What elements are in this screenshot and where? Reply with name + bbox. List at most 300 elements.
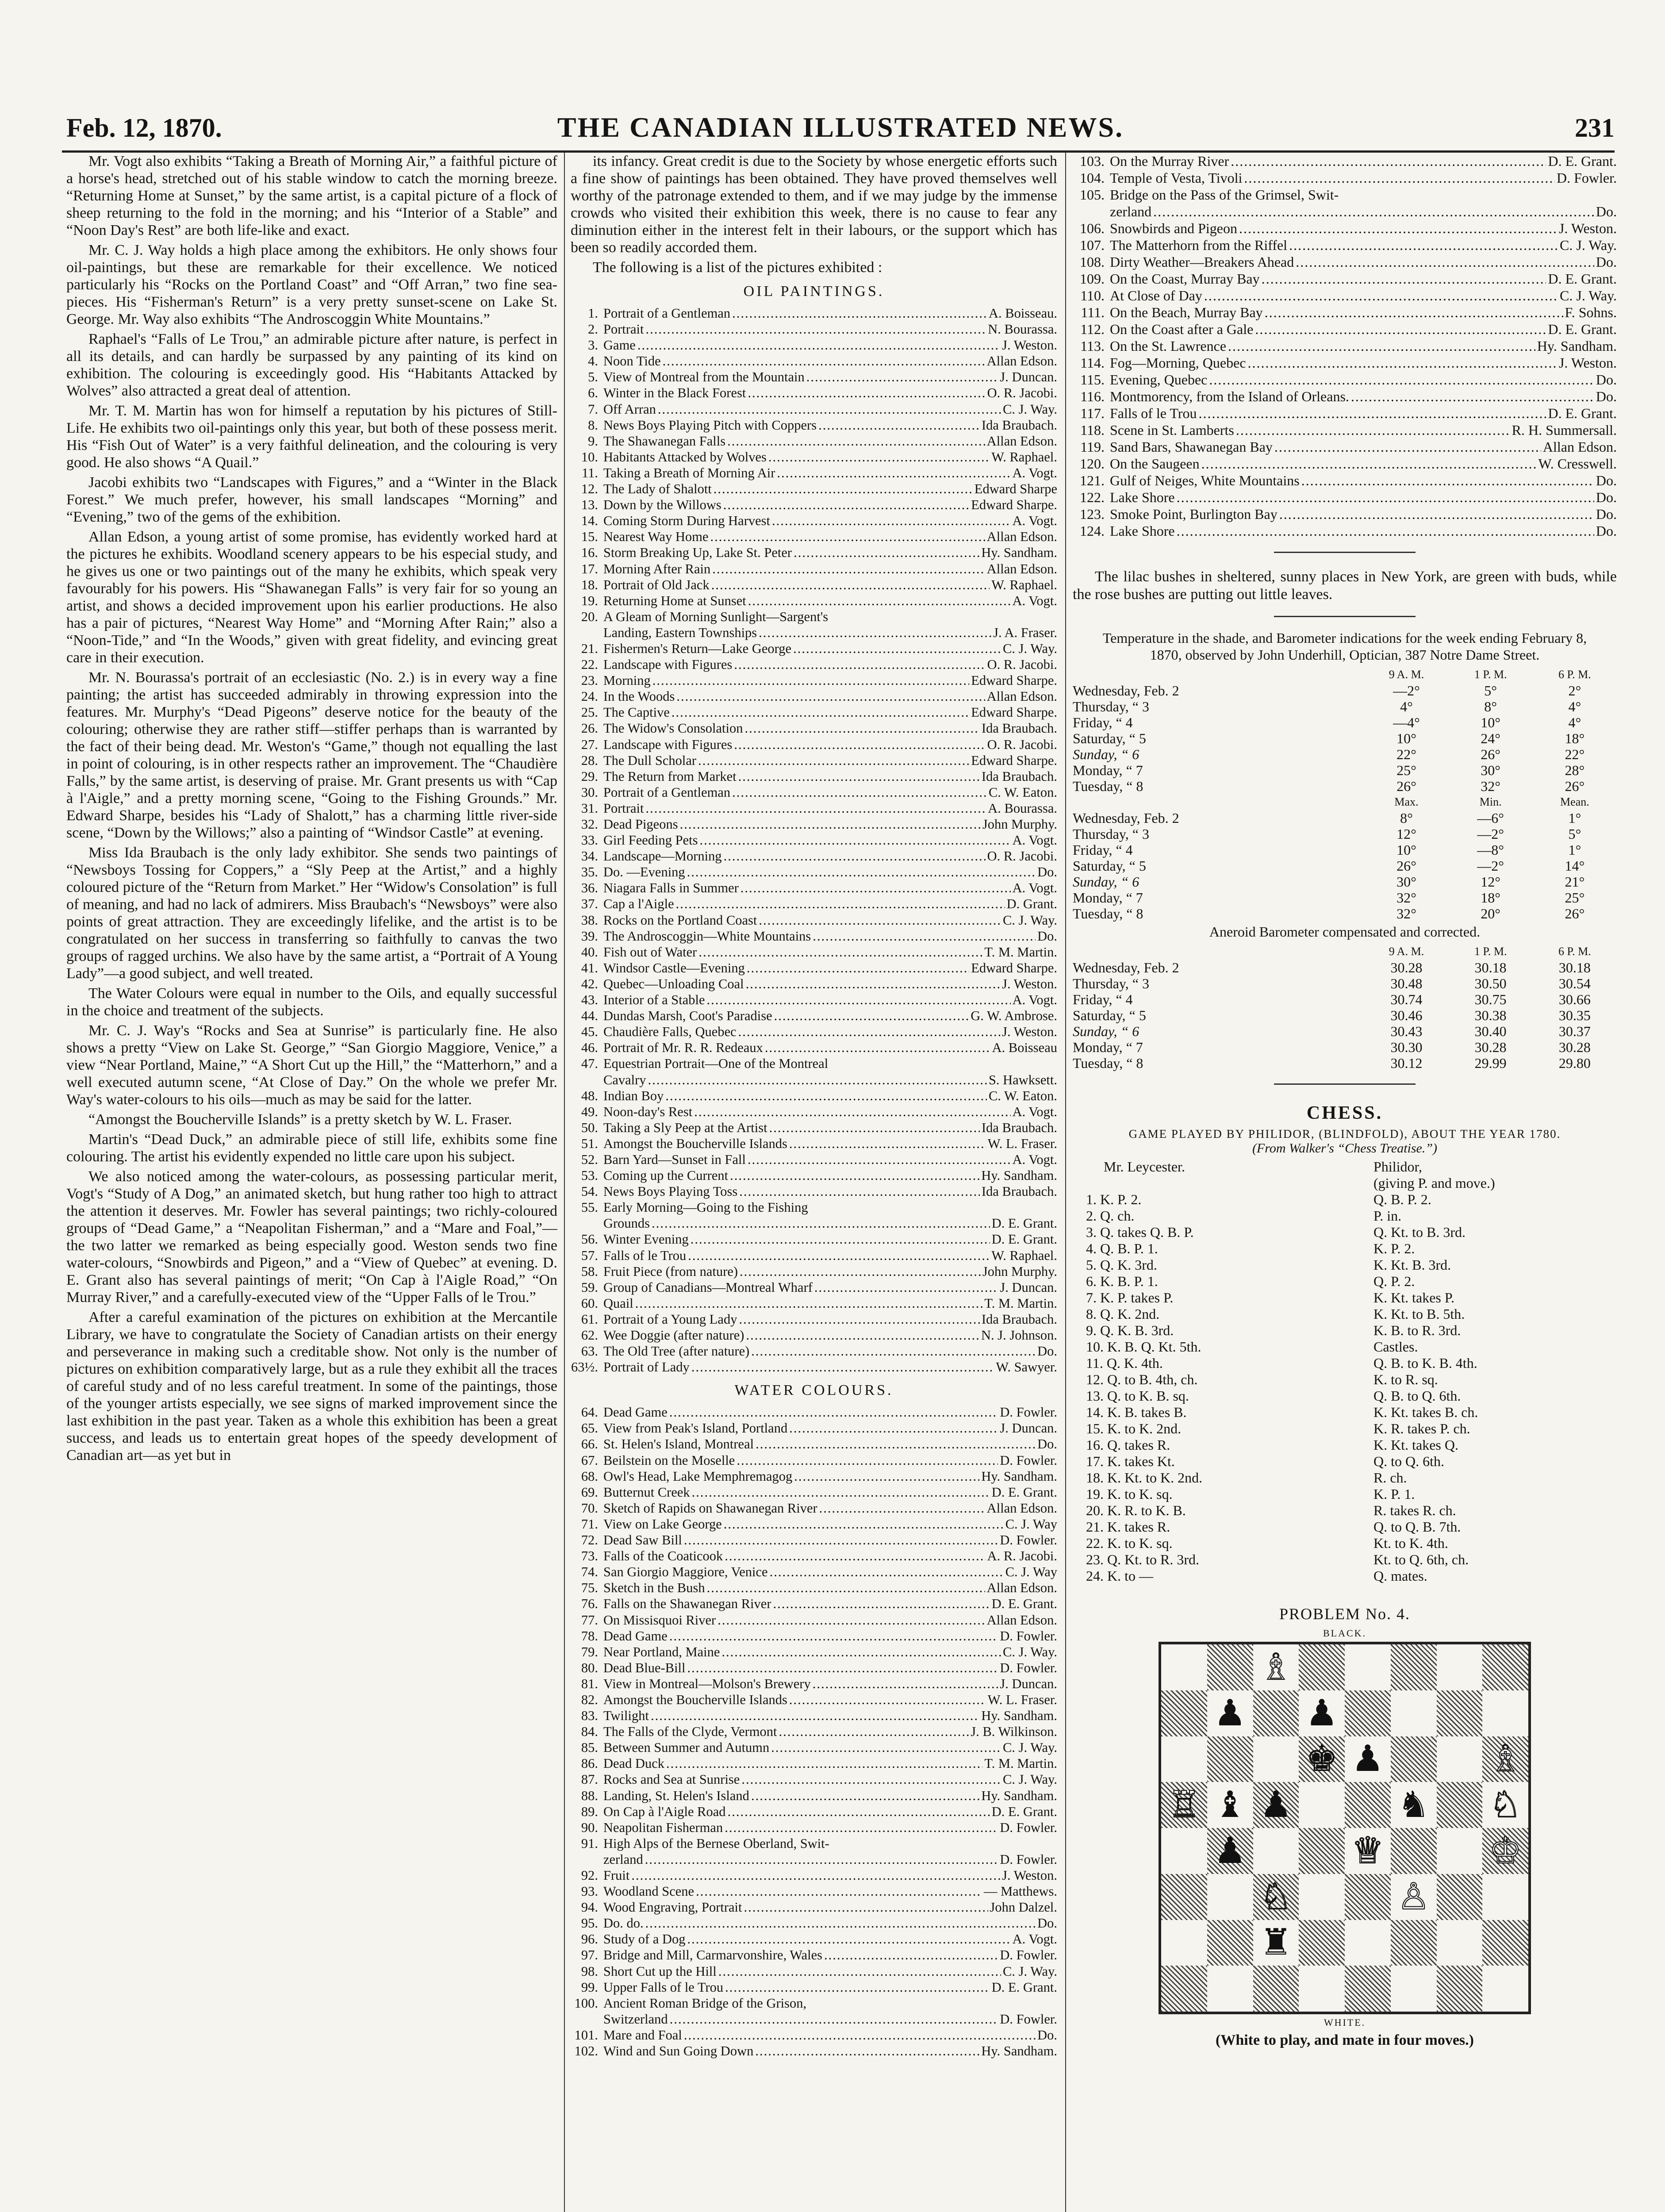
dot-leader (652, 1215, 990, 1231)
entry-artist: A. Vogt. (1012, 593, 1057, 608)
entry-number: 108. (1080, 254, 1105, 270)
paragraph: The following is a list of the pictures exhibited : (593, 259, 882, 276)
dot-leader (759, 625, 991, 641)
dot-leader (680, 816, 981, 832)
dot-leader (698, 944, 982, 960)
entry-artist: Ida Braubach. (981, 768, 1057, 784)
entry-number: 72. (581, 1532, 598, 1548)
entry-artist: Hy. Sandham. (981, 1788, 1057, 1803)
entry-title: The Shawanegan Falls (603, 433, 726, 449)
board-square (1437, 1828, 1483, 1874)
entry-number: 35. (581, 864, 598, 880)
entry-title: In the Woods (603, 689, 675, 704)
dot-leader (1279, 506, 1594, 522)
entry-artist: J. A. Fraser. (993, 625, 1057, 640)
entry-artist: J. Weston. (1002, 976, 1057, 991)
entry-number: 45. (581, 1024, 598, 1040)
catalogue-entry (571, 1484, 1057, 1500)
paragraph: Jacobi exhibits two “Landscapes with Figures,” and a “Winter in the Black Forest.” We much prefer, however, his small landscapes “Morning” and “Evening,” two of the gems of the exhibition. (66, 474, 557, 525)
entry-artist: John Dalzel. (990, 1900, 1057, 1915)
entry-title: Dead Pigeons (603, 817, 678, 832)
entry-number: 124. (1080, 523, 1105, 539)
entry-title: Cavalry (603, 1072, 646, 1087)
entry-title: Amongst the Boucherville Islands (603, 1136, 787, 1151)
table-row (1073, 810, 1617, 826)
dot-leader (727, 433, 985, 449)
entry-artist: C. J. Way. (1003, 401, 1057, 417)
entry-title: On the Saugeen (1110, 456, 1200, 472)
entry-number: 63½. (571, 1359, 598, 1375)
table-row (1073, 991, 1617, 1007)
entry-number: 54. (581, 1184, 598, 1199)
dot-leader (724, 1516, 1004, 1532)
board-square (1161, 1690, 1207, 1736)
dot-leader (676, 688, 985, 704)
table-row (1073, 762, 1617, 778)
board-square (1437, 1782, 1483, 1828)
day-label: Tuesday, “ 8 (1073, 906, 1143, 922)
entry-artist: D. E. Grant. (1548, 153, 1617, 169)
white-move: 3. Q. takes Q. B. P. (1086, 1224, 1194, 1240)
table-row (1073, 778, 1617, 794)
entry-title: Montmorency, from the Island of Orleans. (1110, 388, 1349, 404)
catalogue-entry (571, 1404, 1057, 1420)
entry-artist: D. E. Grant. (1548, 405, 1617, 421)
entry-artist: John Murphy. (982, 1263, 1057, 1279)
entry-number: 88. (581, 1788, 598, 1803)
entry-artist: N. J. Johnson. (981, 1328, 1057, 1343)
entry-artist: Do. (1037, 1436, 1057, 1452)
entry-artist: J. Duncan. (1000, 1676, 1057, 1691)
dot-leader (794, 545, 979, 561)
entry-number: 102. (574, 2043, 598, 2059)
entry-title: Upper Falls of le Trou (603, 1979, 724, 1995)
entry-artist: D. E. Grant. (1548, 321, 1617, 337)
white-move: 1. K. P. 2. (1086, 1191, 1142, 1207)
catalogue-entry (1073, 237, 1617, 253)
catalogue-entry (571, 784, 1057, 800)
entry-title: Girl Feeding Pets (603, 833, 698, 848)
catalogue-entry (571, 1612, 1057, 1628)
day-label: Sunday, “ 6 (1073, 1023, 1139, 1039)
dot-leader (666, 1755, 982, 1771)
entry-title: Falls on the Shawanegan River (603, 1596, 771, 1612)
dot-leader (684, 2027, 1036, 2043)
entry-number: 111. (1081, 304, 1105, 320)
catalogue-entry (571, 1279, 1057, 1295)
dot-leader (631, 1867, 1000, 1883)
entry-title: The Widow's Consolation (603, 721, 743, 736)
entry-artist: O. R. Jacobi. (987, 737, 1057, 752)
entry-artist: D. E. Grant. (1548, 271, 1617, 287)
reading-value: 4° (1568, 714, 1581, 730)
entry-title: Cap a l'Aigle (603, 896, 674, 912)
entry-number: 122. (1080, 489, 1105, 505)
entry-artist: D. Fowler. (1000, 1660, 1057, 1675)
catalogue-entry (571, 1436, 1057, 1452)
table-row (1073, 1039, 1617, 1055)
black-move: R. takes R. ch. (1373, 1502, 1456, 1518)
entry-artist: N. Bourassa. (988, 322, 1057, 337)
table-header-row (1073, 944, 1617, 960)
table-row (1073, 858, 1617, 874)
dot-leader (1204, 287, 1558, 304)
entry-title: Dead Game (603, 1405, 668, 1420)
dot-leader (687, 1660, 998, 1676)
entry-artist: D. Fowler. (1000, 1851, 1057, 1867)
column-1-review (66, 153, 557, 2212)
entry-artist: C. J. Way. (1003, 1772, 1057, 1787)
entry-number: 52. (581, 1152, 598, 1167)
reading-value: 30.37 (1558, 1023, 1591, 1039)
entry-artist: Hy. Sandham. (981, 1708, 1057, 1724)
reading-value: 30.38 (1474, 1007, 1507, 1023)
entry-number: 85. (581, 1740, 598, 1755)
dot-leader (698, 753, 969, 768)
reading-value: 30.40 (1474, 1023, 1507, 1039)
table-row (1073, 730, 1617, 746)
catalogue-entry (571, 1963, 1057, 1979)
entry-number: 90. (581, 1820, 598, 1835)
table-row (1073, 890, 1617, 906)
catalogue-entry (571, 1931, 1057, 1947)
board-square (1482, 1966, 1528, 2012)
dot-leader (1274, 438, 1541, 455)
entry-title: Landscape with Figures (603, 737, 733, 752)
entry-number: 7. (588, 401, 598, 417)
dot-leader (1301, 472, 1594, 489)
board-square (1482, 1690, 1528, 1736)
entry-title: Falls of le Trou (603, 1248, 687, 1263)
board-square (1345, 1920, 1391, 1966)
entry-title: On the Coast after a Gale (1110, 321, 1254, 337)
board-square (1482, 1920, 1528, 1966)
white-piece-icon: ♙ (1397, 1875, 1430, 1918)
entry-number: 86. (581, 1756, 598, 1771)
entry-number: 40. (581, 944, 598, 960)
dot-leader (755, 2043, 979, 2059)
entry-title: The Matterhorn from the Riffel (1110, 237, 1288, 253)
entry-artist: Do. (1037, 1344, 1057, 1359)
board-square (1161, 1736, 1207, 1782)
masthead (66, 113, 1615, 153)
day-label: Friday, “ 4 (1073, 714, 1133, 730)
reading-value: —2° (1477, 858, 1504, 874)
dot-leader (696, 1883, 982, 1899)
catalogue-entry (571, 2043, 1057, 2059)
catalogue-entry (571, 720, 1057, 736)
entry-number: 55. (581, 1200, 598, 1215)
dot-leader (669, 1404, 998, 1420)
entry-title: Do. —Evening (603, 864, 685, 880)
entry-title: Owl's Head, Lake Memphremagog (603, 1468, 793, 1484)
paragraph: Allan Edson, a young artist of some promise, has evidently worked hard at the pictures he exhibits. Woodland scenery appears to be his especial study, and he gives us one or two paintings out of the many he exhibits, which speak very favourably for his powers. His “Shawanegan Falls” is very fair for so young an artist, and shows a decided improvement upon his earlier productions. He also has a pair of pictures, “Nearest Way Home” and “Morning After Rain;” also a “Noon-Tide,” and “In the Woods,” given with great fidelity, and evincing great care in their execution. (66, 529, 557, 666)
entry-title: Winter in the Black Forest (603, 385, 746, 401)
reading-value: 26° (1565, 778, 1585, 794)
entry-artist: Allan Edson. (986, 353, 1057, 369)
catalogue-entry (571, 433, 1057, 449)
entry-title: Morning After Rain (603, 561, 711, 576)
reading-value: 30.50 (1474, 975, 1507, 991)
black-move: Q. B. to Q. 6th. (1373, 1388, 1461, 1404)
entry-number: 96. (581, 1932, 598, 1947)
dot-leader (813, 1676, 998, 1692)
entry-number: 17. (581, 561, 598, 576)
entry-title: zerland (603, 1851, 643, 1867)
reading-value: 18° (1481, 890, 1501, 906)
dot-leader (1351, 388, 1594, 405)
entry-artist: C. J. Way. (1003, 1963, 1057, 1979)
entry-number: 109. (1080, 271, 1105, 287)
dot-leader (718, 1963, 1001, 1979)
day-label: Tuesday, “ 8 (1073, 778, 1143, 794)
black-move: Q. Kt. to B. 3rd. (1373, 1224, 1466, 1240)
dot-leader (739, 1311, 979, 1327)
dot-leader (1177, 522, 1594, 539)
catalogue-entry (1073, 287, 1617, 304)
entry-title: Temple of Vesta, Tivoli (1110, 170, 1243, 186)
entry-number: 104. (1080, 170, 1105, 186)
catalogue-entry (571, 1263, 1057, 1279)
entry-title: Scene in St. Lamberts (1110, 422, 1234, 438)
blank-cell (1073, 794, 1364, 810)
white-piece-icon: ♗ (1259, 1646, 1293, 1688)
dot-leader (740, 1263, 981, 1279)
reading-value: 1° (1568, 842, 1581, 858)
dot-leader (665, 1088, 987, 1104)
entry-number: 99. (581, 1979, 598, 1995)
catalogue-entry (571, 1755, 1057, 1771)
entry-number: 63. (581, 1344, 598, 1359)
entry-title: A Gleam of Morning Sunlight—Sargent's (603, 609, 829, 624)
reading-value: 30.18 (1474, 960, 1507, 975)
paragraph: Miss Ida Braubach is the only lady exhibitor. She sends two paintings of “Newsboys Tossing for Coppers,” a “Sly Peep at the Artist,” and a highly coloured picture of the “Return from Market.” Her “Widow's Consolation” is full of meaning, and had no lack of admirers. Miss Braubach's “Newsboys” were also points of great attraction. They are exceedingly lifelike, and the artist is to be congratulated on her success in transferring so faithfully to canvas the two groups of ragged urchins. We also have by the same artist, a “Portrait of A Young Lady”—a good subject, and well treated. (66, 845, 557, 982)
white-move: 15. K. to K. 2nd. (1086, 1421, 1182, 1436)
day-label: Saturday, “ 5 (1073, 858, 1146, 874)
catalogue-entry (1073, 338, 1617, 354)
board-square (1391, 1644, 1437, 1690)
entry-title: Rocks on the Portland Coast (603, 912, 757, 928)
column-3 (1073, 153, 1617, 2212)
page-number: 231 (1575, 113, 1615, 142)
catalogue-entry (571, 1359, 1057, 1375)
entry-title: On the Beach, Murray Bay (1110, 304, 1263, 320)
catalogue-entry (571, 1580, 1057, 1596)
catalogue-entry (1073, 220, 1617, 237)
dot-leader (789, 1420, 998, 1436)
catalogue-entry (571, 1231, 1057, 1247)
white-move: 2. Q. ch. (1086, 1208, 1135, 1224)
entry-number: 74. (581, 1564, 598, 1580)
dot-leader (691, 1359, 994, 1375)
catalogue-entry (571, 880, 1057, 896)
table-row (1073, 746, 1617, 762)
catalogue-entry (571, 960, 1057, 976)
entry-title: Barn Yard—Sunset in Fall (603, 1152, 746, 1167)
catalogue-entry (571, 1072, 1057, 1088)
reading-value: 14° (1565, 858, 1585, 874)
entry-number: 65. (581, 1421, 598, 1436)
catalogue-entry (571, 1804, 1057, 1820)
entry-title: News Boys Playing Pitch with Coppers (603, 417, 817, 433)
entry-number: 81. (581, 1676, 598, 1691)
entry-number: 22. (581, 657, 598, 672)
entry-artist: Hy. Sandham. (1537, 338, 1617, 354)
catalogue-entry (571, 513, 1057, 529)
entry-artist: Hy. Sandham. (981, 1168, 1057, 1183)
entry-title: On Missisquoi River (603, 1612, 716, 1628)
catalogue-entry (571, 912, 1057, 928)
board-square (1345, 1644, 1391, 1690)
entry-artist: D. E. Grant. (991, 1232, 1057, 1247)
entry-artist: Allan Edson. (1542, 439, 1617, 455)
reading-value: 29.80 (1558, 1055, 1591, 1071)
catalogue-entry (1073, 388, 1617, 405)
reading-value: 25° (1396, 762, 1416, 778)
white-move: 8. Q. K. 2nd. (1086, 1306, 1160, 1322)
entry-number: 33. (581, 833, 598, 848)
entry-number: 75. (581, 1580, 598, 1596)
day-label: Thursday, “ 3 (1073, 975, 1149, 991)
entry-artist: Allan Edson. (986, 529, 1057, 545)
board-square (1391, 1966, 1437, 2012)
board-square (1253, 1736, 1299, 1782)
dot-leader (806, 369, 998, 385)
entry-title: High Alps of the Bernese Oberland, Swit- (603, 1836, 829, 1851)
board-square (1161, 1644, 1207, 1690)
catalogue-entry (571, 1183, 1057, 1199)
entry-title: Coming Storm During Harvest (603, 513, 770, 529)
catalogue-entry (571, 1548, 1057, 1564)
reading-value: —2° (1477, 826, 1504, 842)
dot-leader (772, 513, 1011, 529)
entry-artist: J. Duncan. (1000, 1279, 1057, 1295)
entry-artist: D. E. Grant. (991, 1804, 1057, 1819)
catalogue-entry (571, 2027, 1057, 2043)
board-square (1437, 1690, 1483, 1736)
board-square (1345, 1782, 1391, 1828)
catalogue-entry (571, 768, 1057, 784)
entry-title: Woodland Scene (603, 1884, 694, 1899)
entry-title: Sand Bars, Shawanegan Bay (1110, 439, 1273, 455)
entry-artist: W. Raphael. (991, 577, 1057, 592)
entry-artist: R. H. Summersall. (1512, 422, 1617, 438)
black-move: K. Kt. to B. 5th. (1373, 1306, 1465, 1322)
catalogue-entry (571, 449, 1057, 465)
entry-number: 43. (581, 992, 598, 1008)
game-title: GAME PLAYED BY PHILIDOR, (BLINDFOLD), ABOUT THE YEAR 1780. (1128, 1127, 1561, 1141)
catalogue-entry (571, 337, 1057, 353)
entry-number: 2. (588, 322, 598, 337)
dot-leader (774, 1008, 969, 1024)
board-square (1253, 1828, 1299, 1874)
paragraph: its infancy. Great credit is due to the Society by whose energetic efforts such a fine show of paintings has been obtained. They have proved themselves well worthy of the patronage extended to them, and if we may judge by the immense crowds who visited their exhibition this week, there is no cause to fear any diminution either in the interest felt in their labours, or the support which has been so readily accorded them. (571, 153, 1057, 256)
catalogue-entry (571, 976, 1057, 992)
catalogue-entry (1073, 455, 1617, 472)
black-move: Q. B. to K. B. 4th. (1373, 1355, 1477, 1371)
entry-number: 69. (581, 1484, 598, 1500)
temperature-table (1073, 667, 1617, 794)
reading-value: 8° (1400, 810, 1413, 826)
dot-leader (769, 1120, 980, 1136)
entry-number: 116. (1080, 388, 1105, 404)
white-move: 6. K. B. P. 1. (1086, 1273, 1158, 1289)
dot-leader (1231, 153, 1546, 169)
entry-artist: C. J. Way. (1003, 1644, 1057, 1659)
entry-number: 56. (581, 1232, 598, 1247)
entry-title: Interior of a Stable (603, 992, 705, 1008)
dot-leader (748, 385, 985, 401)
entry-number: 106. (1080, 220, 1105, 236)
day-label: Thursday, “ 3 (1073, 699, 1149, 714)
game-source: (From Walker's “Chess Treatise.”) (1252, 1141, 1438, 1156)
entry-artist: D. Fowler. (1000, 1405, 1057, 1420)
chess-heading: CHESS. (1306, 1103, 1383, 1123)
entry-number: 6. (588, 385, 598, 401)
dot-leader (676, 896, 1005, 912)
dot-leader (725, 1820, 998, 1836)
reading-value: 30.43 (1390, 1023, 1423, 1039)
chess-board (1159, 1642, 1531, 2014)
dot-leader (789, 1136, 986, 1152)
dot-leader (670, 2011, 998, 2027)
table-header-row (1073, 794, 1617, 810)
entry-number: 27. (581, 737, 598, 752)
entry-artist: Do. (1596, 506, 1617, 522)
dot-leader (739, 1183, 980, 1199)
catalogue-entry (571, 625, 1057, 641)
entry-title: Bridge on the Pass of the Grimsel, Swit- (1110, 187, 1339, 203)
entry-title: Quebec—Unloading Coal (603, 976, 744, 991)
entry-title: Landing, Eastern Townships (603, 625, 757, 640)
entry-artist: Do. (1596, 489, 1617, 505)
entry-artist: J. Weston. (1002, 1024, 1057, 1040)
entry-artist: A. Vogt. (1012, 465, 1057, 480)
entry-title: Game (603, 338, 636, 353)
catalogue-entry (1073, 321, 1617, 338)
catalogue-entry (1073, 522, 1617, 539)
dot-leader (732, 784, 987, 800)
entry-artist: Ida Braubach. (981, 417, 1057, 433)
catalogue-entry (571, 1692, 1057, 1708)
entry-number: 32. (581, 817, 598, 832)
catalogue-entry (571, 1644, 1057, 1660)
white-move: 18. K. Kt. to K. 2nd. (1086, 1470, 1203, 1486)
catalogue-entry (571, 1468, 1057, 1484)
entry-number: 121. (1080, 472, 1105, 488)
entry-number: 31. (581, 800, 598, 816)
dot-leader (1239, 220, 1557, 237)
entry-artist: Do. (1596, 372, 1617, 388)
black-move: Castles. (1373, 1339, 1418, 1355)
entry-number: 14. (581, 513, 598, 529)
entry-number: 120. (1080, 456, 1105, 472)
entry-artist: C. W. Eaton. (988, 784, 1057, 800)
dot-leader (710, 529, 985, 545)
entry-number: 37. (581, 896, 598, 912)
entry-number: 67. (581, 1452, 598, 1468)
entry-title: The Return from Market (603, 768, 737, 784)
entry-number: 112. (1080, 321, 1105, 337)
catalogue-entry (571, 1660, 1057, 1676)
catalogue-entry (571, 1167, 1057, 1183)
day-label: Tuesday, “ 8 (1073, 1055, 1143, 1071)
column-header: 9 A. M. (1389, 668, 1424, 681)
entry-artist: Edward Sharpe. (971, 497, 1057, 513)
entry-number: 82. (581, 1692, 598, 1707)
entry-title: Noon-day's Rest (603, 1104, 693, 1119)
column-divider (1065, 153, 1066, 2212)
